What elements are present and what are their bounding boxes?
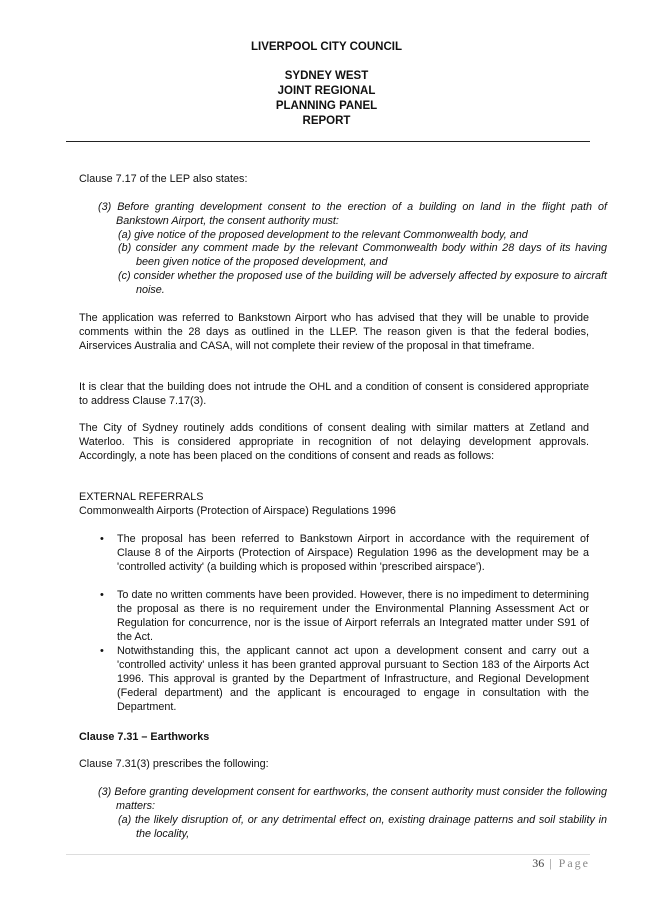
paragraph-city-of-sydney: The City of Sydney routinely adds conditions of consent dealing with similar matters at Zetland and Waterloo. This is considered appropriate in recognition of not delaying development approvals. Accordingly, a note has been placed on the conditions of consent and reads as follows: (79, 422, 589, 462)
bullet-marker: • (100, 645, 104, 657)
external-referrals-heading: EXTERNAL REFERRALS (79, 491, 204, 503)
page-footer (490, 856, 590, 871)
paragraph-referral: The application was referred to Bankstown Airport who has advised that they will be unable to provide comments within the 28 days as outlined in the LLEP. The reason given is that the federal bodies, Airservices Australia and CASA, will not complete their review of the proposal in that timeframe. (79, 312, 589, 352)
quote2-item-a: (a) the likely disruption of, or any detrimental effect on, existing drainage patterns and soil stability in the locality, (118, 814, 607, 840)
quote1-item-c: (c) consider whether the proposed use of the building will be adversely affected by exposure to aircraft noise. (118, 270, 607, 296)
paragraph-ohl: It is clear that the building does not intrude the OHL and a condition of consent is considered appropriate to address Clause 7.17(3). (79, 381, 589, 407)
page-separator: | (544, 856, 559, 870)
quote1-item-b: (b) consider any comment made by the relevant Commonwealth body within 28 days of its having been given notice of the proposed development, and (118, 242, 607, 268)
external-referrals-subheading: Commonwealth Airports (Protection of Airspace) Regulations 1996 (79, 505, 396, 517)
bullet-item: Notwithstanding this, the applicant cannot act upon a development consent and carry out a 'controlled activity' unless it has been granted approval pursuant to Section 183 of the Airports Act 1996. This approval is granted by the Department of Infrastructure, and Regional Development (Federal department) and the applicant is encouraged to engage in consultation with the Department. (117, 645, 589, 713)
intro-paragraph: Clause 7.17 of the LEP also states: (79, 173, 248, 185)
council-name: LIVERPOOL CITY COUNCIL (250, 41, 402, 53)
bullet-marker: • (100, 589, 104, 601)
quote1-lead: (3) Before granting development consent to the erection of a building on land in the flight path of Bankstown Airport, the consent authority must: (98, 201, 607, 227)
bullet-item: The proposal has been referred to Bankstown Airport in accordance with the requirement of Clause 8 of the Airports (Protection of Airspace) Regulation 1996 as the development may be a 'controlled activity' (a building which is proposed within 'prescribed airspace'). (117, 533, 589, 573)
panel-title-line-2: JOINT REGIONAL (277, 85, 376, 97)
panel-title-line-4: REPORT (302, 115, 351, 127)
quote1-item-a: (a) give notice of the proposed development to the relevant Commonwealth body, and (118, 229, 528, 241)
panel-title-line-1: SYDNEY WEST (284, 70, 369, 82)
bullet-marker: • (100, 533, 104, 545)
bullet-item: To date no written comments have been provided. However, there is no impediment to determining the proposal as there is no requirement under the Environmental Planning Assessment Act or Regulation for concurrence, nor is the issue of Airport referrals an Integrated matter under S91 of the Act. (117, 589, 589, 643)
clause-731-intro: Clause 7.31(3) prescribes the following: (79, 758, 269, 770)
page-word: Page (558, 856, 590, 870)
page-number: 36 (532, 856, 545, 870)
footer-divider (66, 854, 590, 855)
panel-title-line-3: PLANNING PANEL (275, 100, 378, 112)
quote2-lead: (3) Before granting development consent for earthworks, the consent authority must consider the following matters: (98, 786, 607, 812)
header-divider (66, 141, 590, 142)
clause-731-heading: Clause 7.31 – Earthworks (79, 731, 210, 743)
